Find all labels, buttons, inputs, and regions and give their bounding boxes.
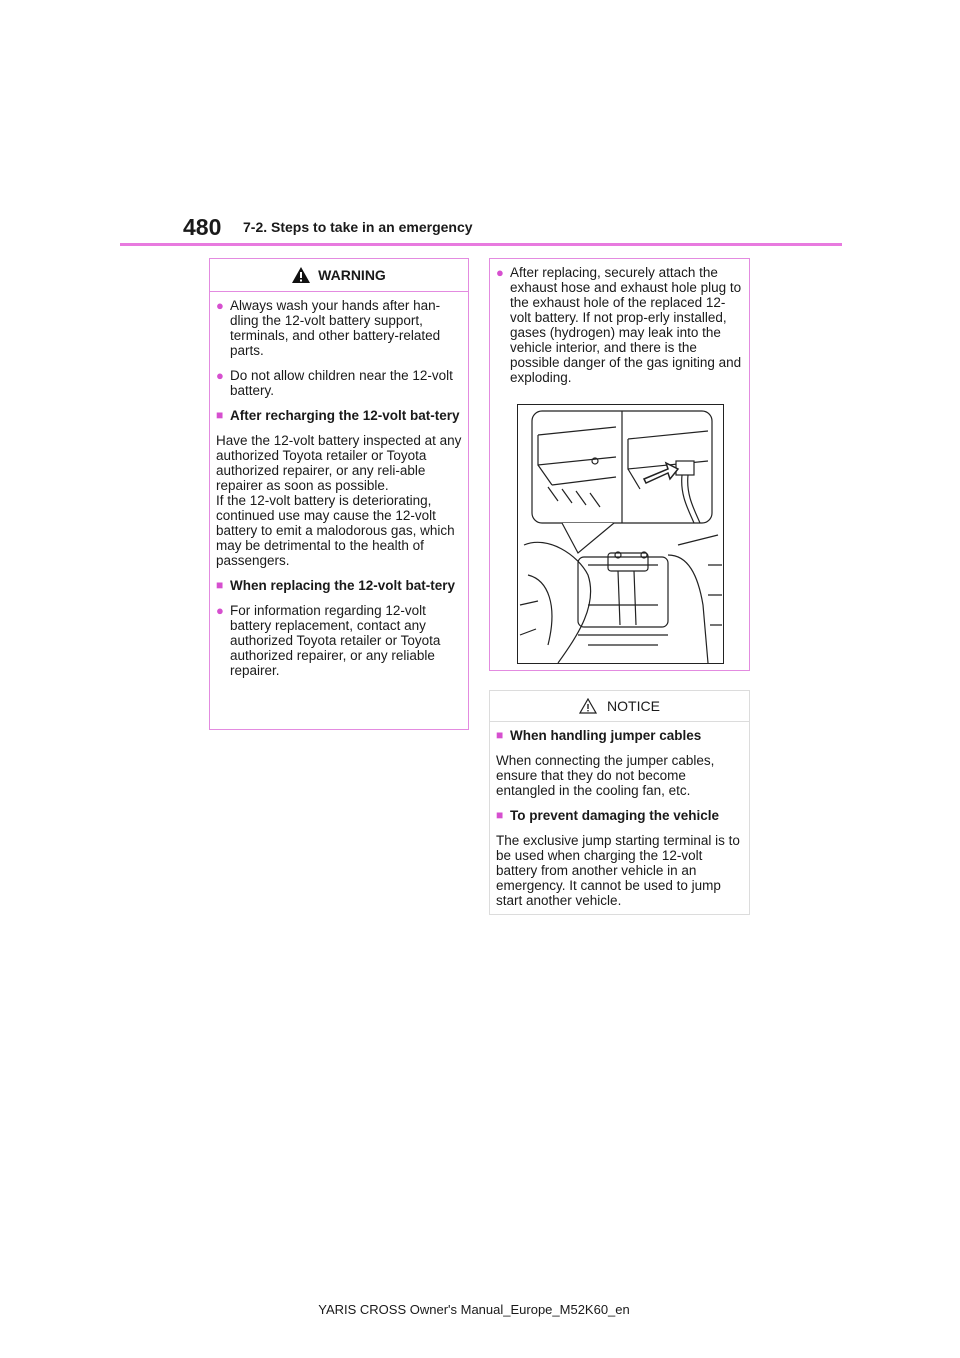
recharge-paragraph: If the 12-volt battery is deteriorating, continued use may cause the 12-volt battery to emit a malodorous gas, which may be detrimental to the health of passengers. <box>216 493 455 568</box>
recharge-heading: After recharging the 12-volt bat-tery <box>230 408 460 423</box>
subheading <box>496 808 743 823</box>
warning-content <box>210 292 468 678</box>
list-item <box>496 265 743 385</box>
battery-exhaust-plug-icon <box>518 405 724 664</box>
warning-continued-content <box>490 259 749 385</box>
header-rule <box>120 243 842 246</box>
section-title: 7-2. Steps to take in an emergency <box>243 219 473 235</box>
notice-header <box>490 691 749 722</box>
bullet-icon: ● <box>216 368 224 383</box>
list-item <box>216 298 462 358</box>
bullet-icon: ● <box>216 603 224 618</box>
warning-box <box>209 258 469 730</box>
warning-title: WARNING <box>318 267 386 283</box>
square-bullet-icon: ■ <box>496 728 504 742</box>
bullet-text: Do not allow children near the 12-volt battery. <box>230 368 453 398</box>
jumper-paragraph: When connecting the jumper cables, ensure that they do not become entangled in the cooling fan, etc. <box>496 753 715 798</box>
notice-content <box>490 722 749 908</box>
page-number: 480 <box>183 214 222 240</box>
damage-heading: To prevent damaging the vehicle <box>510 808 720 823</box>
warning-icon <box>292 267 310 283</box>
bullet-text: Always wash your hands after han-dling the 12-volt battery support, terminals, and other battery-related parts. <box>230 298 441 358</box>
subheading <box>216 578 462 593</box>
notice-box <box>489 690 750 915</box>
bullet-text: For information regarding 12-volt battery replacement, contact any authorized Toyota retailer or Toyota authorized repairer, or any reliable repairer. <box>230 603 441 678</box>
damage-paragraph: The exclusive jump starting terminal is to be used when charging the 12-volt battery from another vehicle in an emergency. It cannot be used to jump start another vehicle. <box>496 833 740 908</box>
square-bullet-icon: ■ <box>496 808 504 822</box>
list-item <box>216 368 462 398</box>
warning-header <box>210 259 468 292</box>
bullet-icon: ● <box>496 265 504 280</box>
footer-text: YARIS CROSS Owner's Manual_Europe_M52K60_en <box>318 1302 630 1317</box>
battery-illustration <box>517 404 724 664</box>
caution-icon <box>579 698 597 714</box>
list-item <box>216 603 462 678</box>
bullet-icon: ● <box>216 298 224 313</box>
jumper-heading: When handling jumper cables <box>510 728 702 743</box>
bullet-text: After replacing, securely attach the exhaust hose and exhaust hole plug to the exhaust hole of the replaced 12-volt battery. If not prop-erly installed, gases (hydrogen) may leak into the vehicle interior, and there is the possible danger of the gas igniting and exploding. <box>510 265 742 385</box>
subheading <box>496 728 743 743</box>
warning-continued-box <box>489 258 750 671</box>
recharge-paragraph: Have the 12-volt battery inspected at any authorized Toyota retailer or Toyota authorized repairer, or any reli-able repairer as soon as possible. <box>216 433 462 493</box>
square-bullet-icon: ■ <box>216 578 224 592</box>
square-bullet-icon: ■ <box>216 408 224 422</box>
notice-title: NOTICE <box>607 698 660 714</box>
subheading <box>216 408 462 423</box>
footer <box>0 1302 960 1317</box>
replace-heading: When replacing the 12-volt bat-tery <box>230 578 456 593</box>
